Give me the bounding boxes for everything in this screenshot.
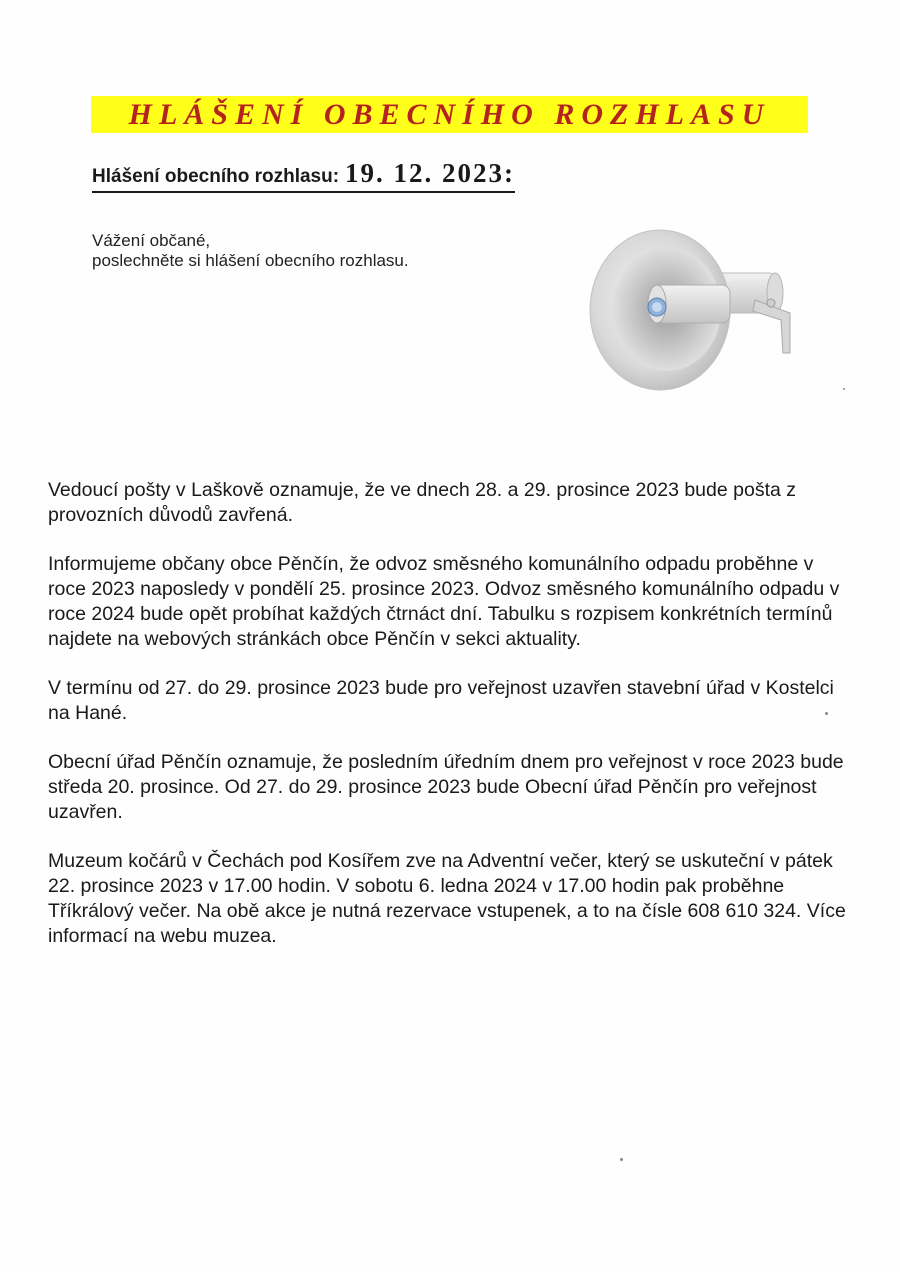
scan-speck: [843, 388, 845, 390]
subheading-label: Hlášení obecního rozhlasu:: [92, 166, 340, 187]
greeting: [92, 231, 412, 271]
announcement-building-office: V termínu od 27. do 29. prosince 2023 bude pro veřejnost uzavřen stavební úřad v Kostelci na Hané.: [48, 677, 834, 724]
announcement-municipal-office: Obecní úřad Pěnčín oznamuje, že posledním úředním dnem pro veřejnost v roce 2023 bude středa 20. prosince. Od 27. do 29. prosince 2023 bude Obecní úřad Pěnčín pro veřejnost uzavřen.: [48, 751, 844, 823]
scan-speck: [620, 1158, 623, 1161]
greeting-line-1: Vážení občané,: [92, 231, 211, 250]
greeting-line-2: poslechněte si hlášení obecního rozhlasu.: [92, 251, 409, 270]
announcement-post-office: Vedoucí pošty v Laškově oznamuje, že ve dnech 28. a 29. prosince 2023 bude pošta z provozních důvodů zavřená.: [48, 479, 796, 526]
announcement-date-heading: [92, 160, 515, 193]
announcements-list: [48, 478, 848, 973]
banner-title: HLÁŠENÍ OBECNÍHO ROZHLASU: [128, 97, 771, 131]
title-banner: [91, 96, 808, 133]
scan-speck: [825, 712, 828, 715]
announcement-waste-collection: Informujeme občany obce Pěnčín, že odvoz směsného komunálního odpadu proběhne v roce 2023 naposledy v pondělí 25. prosince 2023. Odvoz směsného komunálního odpadu v roce 2024 bude opět probíhat každých čtrnáct dní. Tabulku s rozpisem konkrétních termínů najdete na webových stránkách obce Pěnčín v sekci aktuality.: [48, 553, 840, 650]
subheading-date: 19. 12. 2023:: [345, 158, 516, 188]
announcement-carriage-museum: Muzeum kočárů v Čechách pod Kosířem zve na Adventní večer, který se uskuteční v pátek 22. prosince 2023 v 17.00 hodin. V sobotu 6. ledna 2024 v 17.00 hodin pak proběhne Tříkrálový večer. Na obě akce je nutná rezervace vstupenek, a to na čísle 608 610 324. Více informací na webu muzea.: [48, 850, 846, 947]
megaphone-icon: [585, 225, 800, 400]
